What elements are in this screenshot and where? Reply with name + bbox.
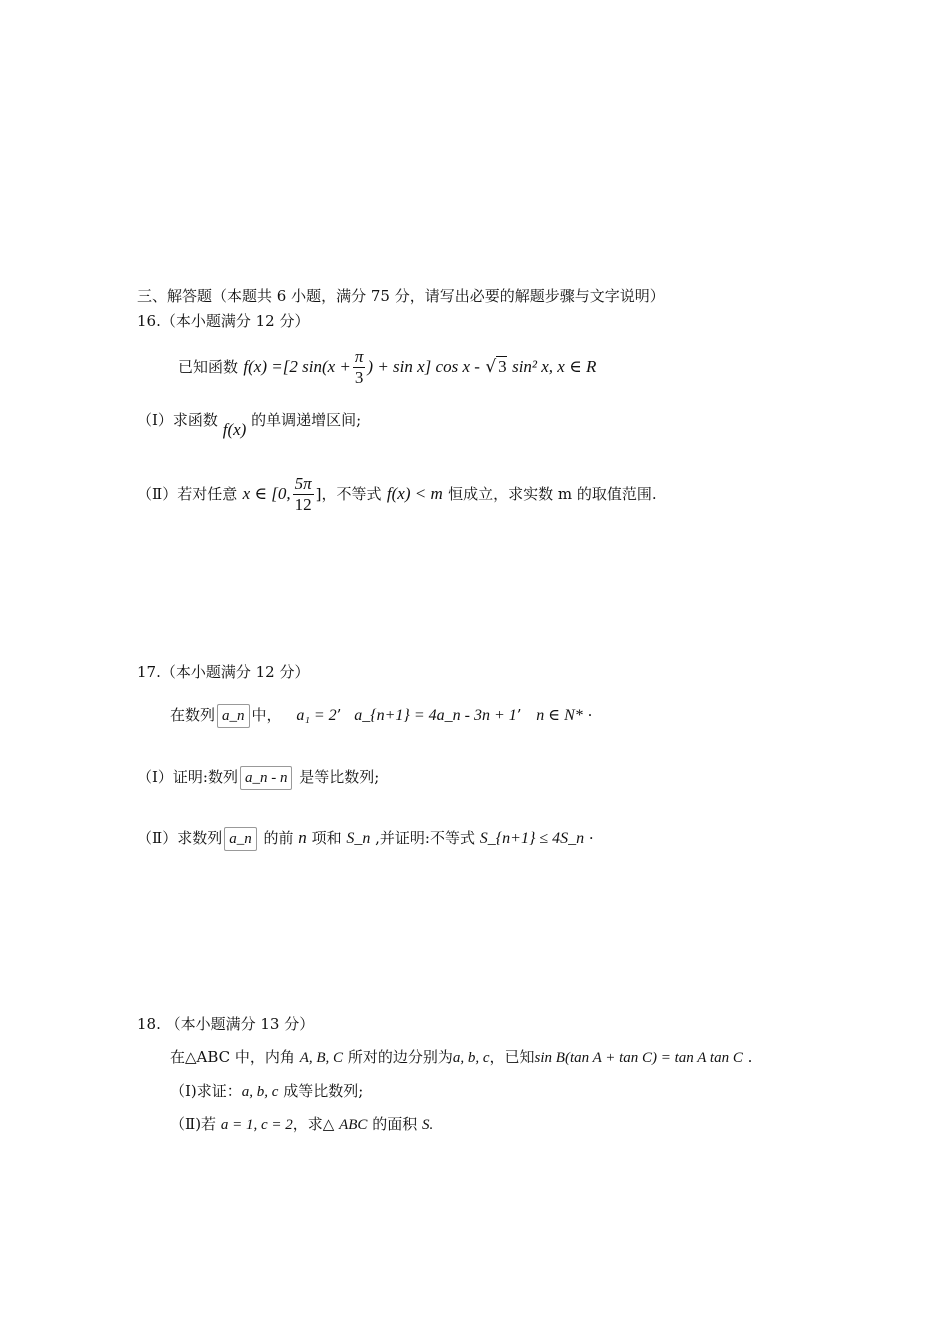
q16-5pi-over-12 <box>293 474 314 515</box>
q18-condition: sin B(tan A + tan C) = tan A tan C <box>534 1050 743 1066</box>
q18-sides: a, b, c <box>452 1050 490 1066</box>
q18-part2-label: （Ⅱ)若 <box>170 1115 217 1133</box>
q17-part2-sn: S_n <box>346 830 371 847</box>
q16-pi-num: π <box>354 347 364 366</box>
q18-intro-mid2: ，已知 <box>489 1048 535 1066</box>
q17-part2-tail: ,并证明:不等式 <box>375 829 475 847</box>
q17-intro-b: 中， <box>251 706 282 724</box>
q17-intro: 在数列 a_n 中， a₁ = 2’ a_{n+1} = 4a_n - 3n + 1’ n ∈ N* · <box>170 702 592 729</box>
q18-part1-tail: 成等比数列; <box>283 1082 364 1100</box>
q16-given-function <box>178 347 596 388</box>
q16-part2-interval-pre: x ∈ [0, <box>242 484 291 503</box>
q17-part2-ineq: S_{n+1} ≤ 4S_n <box>479 830 585 847</box>
q16-sqrt-val: 3 <box>498 357 507 376</box>
q17-part1-seq: a_n - n <box>240 766 293 790</box>
q17-header: 17.（本小题满分 12 分） <box>137 663 310 681</box>
q16-part2-interval-post: ]，不等式 <box>315 485 382 503</box>
q16-part1-tail: 的单调递增区间; <box>251 411 362 429</box>
q18-header: 18. （本小题满分 13 分） <box>137 1015 315 1033</box>
q16-frac-num: 5π <box>294 474 312 493</box>
q16-formula-rhs: ) + sin x] cos x - <box>367 357 480 376</box>
q16-part2-label: （Ⅱ）若对任意 <box>137 485 238 503</box>
q18-part1-label: （Ⅰ)求证： <box>170 1082 242 1100</box>
q16-formula-lhs: f(x) =[2 sin(x + <box>243 357 351 376</box>
q16-pi-over-3 <box>353 347 366 388</box>
q18-angles: A, B, C <box>299 1050 344 1066</box>
q17-part2: （Ⅱ）求数列 a_n 的前 n 项和 S_n ,并证明:不等式 S_{n+1} ≤ 4S_n · <box>137 825 594 852</box>
q17-part2-mid2: 项和 <box>311 829 342 847</box>
q16-frac-den: 12 <box>294 495 312 514</box>
q18-part2-vals: a = 1, c = 2 <box>220 1117 293 1133</box>
q17-part1-tail: 是等比数列; <box>299 768 380 786</box>
q16-part1 <box>137 410 362 439</box>
q18-intro-mid: 所对的边分别为 <box>347 1048 453 1066</box>
q17-part2-seq: a_n <box>224 827 257 851</box>
sqrt-symbol: √ <box>485 357 497 377</box>
q17-part1-label: （Ⅰ）证明:数列 <box>137 768 238 786</box>
q18-intro: 在△ABC 中，内角 A, B, C 所对的边分别为a, b, c，已知sin B(tan A + tan C) = tan A tan C . <box>170 1048 753 1066</box>
q16-pi-den: 3 <box>354 368 364 387</box>
q17-seq: a_n <box>217 704 250 728</box>
q16-part2 <box>137 474 657 515</box>
q16-part1-fx: f(x) <box>222 420 247 439</box>
q18-part2 <box>170 1114 433 1135</box>
q17-part2-label: （Ⅱ）求数列 <box>137 829 223 847</box>
q16-part2-tail: 恒成立，求实数 m 的取值范围. <box>448 485 657 503</box>
q18-part1-sides: a, b, c <box>241 1084 279 1100</box>
q16-part2-ineq: f(x) < m <box>386 484 443 503</box>
q16-header: 16.（本小题满分 12 分） <box>137 312 310 330</box>
section-heading: 三、解答题（本题共 6 小题，满分 75 分，请写出必要的解题步骤与文字说明） <box>137 287 665 305</box>
q17-part2-mid: 的前 <box>263 829 294 847</box>
q17-intro-a: 在数列 <box>170 706 216 724</box>
q16-given-label: 已知函数 <box>178 358 239 376</box>
q18-part2-abc: ABC <box>339 1117 368 1133</box>
q16-part1-label: （Ⅰ）求函数 <box>137 411 218 429</box>
q17-part1 <box>137 764 379 790</box>
q18-intro-text: 在△ABC 中，内角 <box>170 1048 295 1066</box>
q18-part2-tail: 的面积 <box>372 1115 418 1133</box>
q18-part1 <box>170 1081 363 1102</box>
q17-a1: a₁ = 2 <box>296 707 337 724</box>
q17-n-in: n ∈ N* <box>536 707 583 724</box>
q18-part2-mid: ，求△ <box>292 1115 335 1133</box>
q17-recur: a_{n+1} = 4a_n - 3n + 1 <box>354 707 517 724</box>
q18-part2-s: S. <box>422 1117 434 1133</box>
q17-part2-n: n <box>298 828 307 847</box>
q16-formula-tail: sin² x, x ∈ R <box>512 357 597 376</box>
